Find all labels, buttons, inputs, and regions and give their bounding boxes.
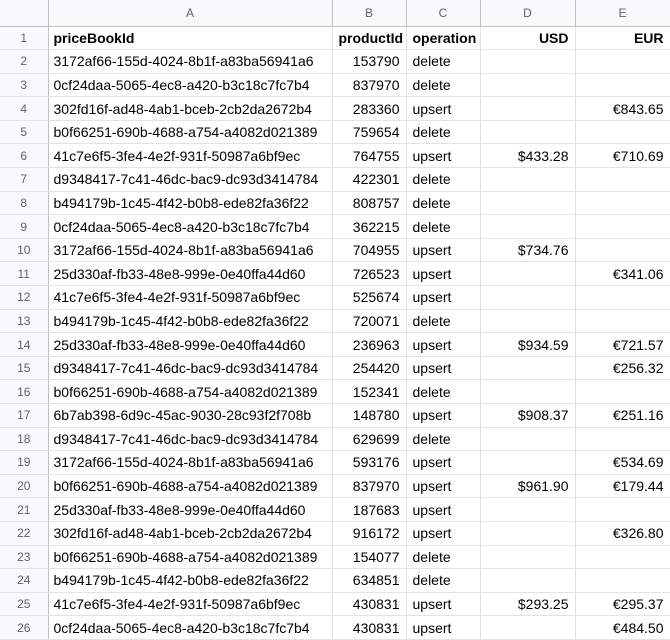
cell-pricebookid[interactable]: 302fd16f-ad48-4ab1-bceb-2cb2da2672b4 [48,97,332,121]
cell-productid[interactable]: 916172 [332,521,406,545]
cell-eur[interactable]: €326.80 [575,521,670,545]
cell-eur[interactable] [575,545,670,569]
cell-operation[interactable]: upsert [406,333,480,357]
row-number[interactable]: 10 [0,238,48,262]
cell-header-usd[interactable]: USD [480,26,575,50]
cell-eur[interactable] [575,498,670,522]
row-number[interactable]: 12 [0,286,48,310]
row-number[interactable]: 1 [0,26,48,50]
cell-usd[interactable] [480,73,575,97]
row-number[interactable]: 8 [0,191,48,215]
cell-operation[interactable]: delete [406,120,480,144]
table-row [0,569,670,593]
column-header-d[interactable]: D [480,0,575,26]
cell-usd[interactable] [480,380,575,404]
cell-eur[interactable]: €295.37 [575,592,670,616]
cell-pricebookid[interactable]: 0cf24daa-5065-4ec8-a420-b3c18c7fc7b4 [48,73,332,97]
cell-eur[interactable]: €251.16 [575,404,670,428]
row-number[interactable]: 14 [0,333,48,357]
row-number[interactable]: 24 [0,569,48,593]
table-row [0,309,670,333]
cell-pricebookid[interactable]: 0cf24daa-5065-4ec8-a420-b3c18c7fc7b4 [48,215,332,239]
cell-eur[interactable]: €534.69 [575,451,670,475]
column-header-e[interactable]: E [575,0,670,26]
cell-operation[interactable]: upsert [406,451,480,475]
cell-operation[interactable]: upsert [406,97,480,121]
cell-pricebookid[interactable]: b0f66251-690b-4688-a754-a4082d021389 [48,380,332,404]
cell-operation[interactable]: delete [406,309,480,333]
cell-productid[interactable]: 726523 [332,262,406,286]
cell-productid[interactable]: 808757 [332,191,406,215]
cell-productid[interactable]: 148780 [332,404,406,428]
cell-productid[interactable]: 187683 [332,498,406,522]
cell-productid[interactable]: 153790 [332,50,406,74]
cell-productid[interactable]: 720071 [332,309,406,333]
cell-pricebookid[interactable]: 0cf24daa-5065-4ec8-a420-b3c18c7fc7b4 [48,616,332,640]
cell-pricebookid[interactable]: b494179b-1c45-4f42-b0b8-ede82fa36f22 [48,191,332,215]
cell-operation[interactable]: upsert [406,238,480,262]
table-row [0,191,670,215]
cell-operation[interactable]: upsert [406,592,480,616]
cell-productid[interactable]: 837970 [332,73,406,97]
cell-productid[interactable]: 704955 [332,238,406,262]
row-number[interactable]: 11 [0,262,48,286]
cell-usd[interactable] [480,262,575,286]
cell-eur[interactable]: €721.57 [575,333,670,357]
cell-operation[interactable]: upsert [406,498,480,522]
cell-usd[interactable]: $934.59 [480,333,575,357]
table-row [0,616,670,640]
row-number[interactable]: 6 [0,144,48,168]
table-row [0,50,670,74]
column-header-b[interactable]: B [332,0,406,26]
cell-productid[interactable]: 764755 [332,144,406,168]
cell-eur[interactable]: €843.65 [575,97,670,121]
cell-productid[interactable]: 634851 [332,569,406,593]
cell-operation[interactable]: upsert [406,286,480,310]
cell-productid[interactable]: 593176 [332,451,406,475]
column-header-row [0,0,670,26]
cell-eur[interactable] [575,380,670,404]
table-row [0,592,670,616]
table-header-row [0,26,670,50]
cell-operation[interactable]: delete [406,215,480,239]
row-number[interactable]: 3 [0,73,48,97]
cell-eur[interactable]: €341.06 [575,262,670,286]
cell-usd[interactable] [480,50,575,74]
cell-productid[interactable]: 525674 [332,286,406,310]
cell-productid[interactable]: 283360 [332,97,406,121]
cell-operation[interactable]: delete [406,545,480,569]
table-row [0,73,670,97]
cell-pricebookid[interactable]: d9348417-7c41-46dc-bac9-dc93d3414784 [48,168,332,192]
cell-operation[interactable]: upsert [406,356,480,380]
cell-header-pricebookid[interactable]: priceBookId [48,26,332,50]
row-number[interactable]: 13 [0,309,48,333]
table-row [0,521,670,545]
cell-pricebookid[interactable]: 3172af66-155d-4024-8b1f-a83ba56941a6 [48,50,332,74]
cell-productid[interactable]: 837970 [332,474,406,498]
cell-operation[interactable]: delete [406,168,480,192]
row-number[interactable]: 15 [0,356,48,380]
row-number[interactable]: 22 [0,521,48,545]
cell-usd[interactable] [480,451,575,475]
cell-usd[interactable]: $734.76 [480,238,575,262]
table-row [0,286,670,310]
cell-eur[interactable]: €484.50 [575,616,670,640]
cell-operation[interactable]: upsert [406,616,480,640]
cell-usd[interactable] [480,191,575,215]
cell-usd[interactable] [480,356,575,380]
cell-operation[interactable]: delete [406,427,480,451]
table-row [0,427,670,451]
cell-usd[interactable] [480,120,575,144]
cell-pricebookid[interactable]: b0f66251-690b-4688-a754-a4082d021389 [48,545,332,569]
cell-pricebookid[interactable]: d9348417-7c41-46dc-bac9-dc93d3414784 [48,427,332,451]
cell-usd[interactable] [480,498,575,522]
cell-usd[interactable] [480,286,575,310]
cell-productid[interactable]: 154077 [332,545,406,569]
cell-pricebookid[interactable]: 3172af66-155d-4024-8b1f-a83ba56941a6 [48,451,332,475]
cell-pricebookid[interactable]: 25d330af-fb33-48e8-999e-0e40ffa44d60 [48,262,332,286]
cell-pricebookid[interactable]: 6b7ab398-6d9c-45ac-9030-28c93f2f708b [48,404,332,428]
row-number[interactable]: 25 [0,592,48,616]
cell-operation[interactable]: delete [406,50,480,74]
row-number[interactable]: 2 [0,50,48,74]
cell-operation[interactable]: delete [406,73,480,97]
cell-eur[interactable] [575,286,670,310]
cell-pricebookid[interactable]: 41c7e6f5-3fe4-4e2f-931f-50987a6bf9ec [48,144,332,168]
column-header-a[interactable]: A [48,0,332,26]
cell-usd[interactable] [480,569,575,593]
cell-pricebookid[interactable]: d9348417-7c41-46dc-bac9-dc93d3414784 [48,356,332,380]
table-row [0,451,670,475]
cell-usd[interactable]: $908.37 [480,404,575,428]
cell-productid[interactable]: 430831 [332,616,406,640]
row-number[interactable]: 9 [0,215,48,239]
cell-eur[interactable] [575,215,670,239]
cell-pricebookid[interactable]: 3172af66-155d-4024-8b1f-a83ba56941a6 [48,238,332,262]
cell-productid[interactable]: 362215 [332,215,406,239]
cell-header-productid[interactable]: productId [332,26,406,50]
table-row [0,333,670,357]
cell-usd[interactable] [480,168,575,192]
row-number[interactable]: 20 [0,474,48,498]
cell-usd[interactable]: $961.90 [480,474,575,498]
cell-usd[interactable] [480,215,575,239]
cell-operation[interactable]: delete [406,569,480,593]
cell-usd[interactable] [480,97,575,121]
table-row [0,262,670,286]
cell-usd[interactable] [480,309,575,333]
column-header-c[interactable]: C [406,0,480,26]
row-number[interactable]: 26 [0,616,48,640]
cell-eur[interactable] [575,309,670,333]
cell-pricebookid[interactable]: 25d330af-fb33-48e8-999e-0e40ffa44d60 [48,498,332,522]
cell-usd[interactable]: $433.28 [480,144,575,168]
row-number[interactable]: 7 [0,168,48,192]
table-row [0,97,670,121]
cell-productid[interactable]: 629699 [332,427,406,451]
cell-productid[interactable]: 254420 [332,356,406,380]
cell-eur[interactable] [575,569,670,593]
cell-eur[interactable] [575,73,670,97]
cell-productid[interactable]: 759654 [332,120,406,144]
cell-header-eur[interactable]: EUR [575,26,670,50]
table-row [0,404,670,428]
cell-pricebookid[interactable]: b0f66251-690b-4688-a754-a4082d021389 [48,474,332,498]
row-number[interactable]: 23 [0,545,48,569]
row-number[interactable]: 19 [0,451,48,475]
cell-pricebookid[interactable]: 25d330af-fb33-48e8-999e-0e40ffa44d60 [48,333,332,357]
cell-operation[interactable]: delete [406,191,480,215]
table-row [0,120,670,144]
cell-eur[interactable] [575,168,670,192]
cell-productid[interactable]: 422301 [332,168,406,192]
table-row [0,238,670,262]
cell-usd[interactable] [480,545,575,569]
row-number[interactable]: 5 [0,120,48,144]
cell-operation[interactable]: delete [406,380,480,404]
cell-operation[interactable]: upsert [406,262,480,286]
cell-operation[interactable]: upsert [406,474,480,498]
table-row [0,498,670,522]
cell-eur[interactable]: €256.32 [575,356,670,380]
cell-operation[interactable]: upsert [406,521,480,545]
cell-eur[interactable] [575,238,670,262]
cell-header-operation[interactable]: operation [406,26,480,50]
select-all-corner[interactable] [0,0,48,26]
table-row [0,474,670,498]
table-row [0,545,670,569]
cell-operation[interactable]: upsert [406,144,480,168]
cell-eur[interactable] [575,120,670,144]
row-number[interactable]: 4 [0,97,48,121]
cell-operation[interactable]: upsert [406,404,480,428]
row-number[interactable]: 17 [0,404,48,428]
cell-eur[interactable] [575,191,670,215]
cell-usd[interactable] [480,427,575,451]
cell-pricebookid[interactable]: 41c7e6f5-3fe4-4e2f-931f-50987a6bf9ec [48,286,332,310]
cell-eur[interactable]: €179.44 [575,474,670,498]
cell-pricebookid[interactable]: b494179b-1c45-4f42-b0b8-ede82fa36f22 [48,309,332,333]
cell-pricebookid[interactable]: 41c7e6f5-3fe4-4e2f-931f-50987a6bf9ec [48,592,332,616]
table-row [0,215,670,239]
cell-usd[interactable]: $293.25 [480,592,575,616]
table-row [0,144,670,168]
table-row [0,380,670,404]
cell-productid[interactable]: 236963 [332,333,406,357]
cell-pricebookid[interactable]: b494179b-1c45-4f42-b0b8-ede82fa36f22 [48,569,332,593]
row-number[interactable]: 16 [0,380,48,404]
cell-eur[interactable] [575,427,670,451]
row-number[interactable]: 21 [0,498,48,522]
row-number[interactable]: 18 [0,427,48,451]
cell-pricebookid[interactable]: b0f66251-690b-4688-a754-a4082d021389 [48,120,332,144]
cell-productid[interactable]: 152341 [332,380,406,404]
cell-usd[interactable] [480,616,575,640]
table-row [0,168,670,192]
cell-eur[interactable] [575,50,670,74]
cell-pricebookid[interactable]: 302fd16f-ad48-4ab1-bceb-2cb2da2672b4 [48,521,332,545]
cell-productid[interactable]: 430831 [332,592,406,616]
table-row [0,356,670,380]
cell-usd[interactable] [480,521,575,545]
cell-eur[interactable]: €710.69 [575,144,670,168]
